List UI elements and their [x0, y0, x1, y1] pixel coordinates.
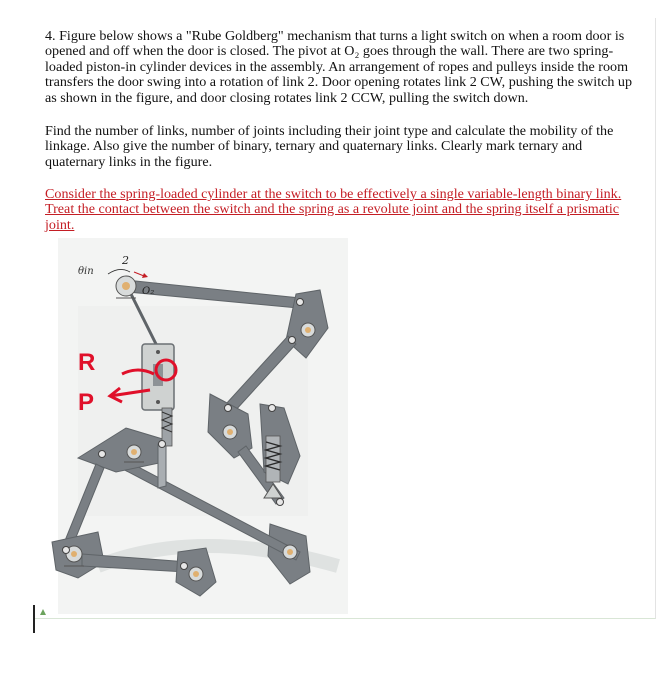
pivot-left-middle-pin — [131, 449, 137, 455]
switch-screw-top — [156, 350, 160, 354]
pivot-upper-right-pin — [305, 327, 311, 333]
switch-screw-bottom — [156, 400, 160, 404]
joint-g — [63, 547, 70, 554]
joint-d — [277, 499, 284, 506]
pivot-lower-right-pin — [287, 549, 293, 555]
switch-rod — [158, 442, 166, 488]
label-o2: O₂ — [142, 286, 155, 297]
joint-h — [181, 563, 188, 570]
left-margin-rule — [33, 605, 35, 633]
instructor-note: Consider the spring-loaded cylinder at the switch to be effectively a single variable-length binary link. Treat the contact between the switch and the spring as a revolute joint and the spring itself a prismatic joint. — [45, 186, 622, 233]
joint-b — [289, 337, 296, 344]
joint-i — [269, 405, 276, 412]
joint-a — [297, 299, 304, 306]
label-theta-in: θin — [78, 266, 94, 277]
pivot-lower-left-pin — [71, 551, 77, 557]
pivot-bottom-middle-pin — [193, 571, 199, 577]
joint-e — [99, 451, 106, 458]
problem-statement: 4. Figure below shows a "Rube Goldberg" mechanism that turns a light switch on when a room door is opened and off when the door is closed. The pivot at O₂ goes through the wall. There are two spring-loaded piston-in cylinder devices in the assembly. An arrangement of ropes and pulleys inside the room transfers the door swing into a rotation of link 2. Door opening rotates link 2 CW, pushing the switch up as shown in the figure, and door closing rotates link 2 CCW, pulling the switch down. — [45, 28, 633, 106]
pivot-middle-right-pin — [227, 429, 233, 435]
mechanism-diagram — [38, 236, 350, 616]
task-statement: Find the number of links, number of joints including their joint type and calculate the mobility of the linkage. Also give the number of binary, ternary and quaternary links. Clearly mark ternary and quaternary links in the figure. — [45, 123, 614, 170]
joint-f — [159, 441, 166, 448]
annotation-r: R — [78, 349, 96, 376]
joint-c — [225, 405, 232, 412]
annotation-p: P — [78, 389, 95, 416]
pivot-o2-pin — [122, 282, 130, 290]
mechanism-figure — [38, 236, 350, 616]
label-link-2: 2 — [122, 254, 129, 267]
